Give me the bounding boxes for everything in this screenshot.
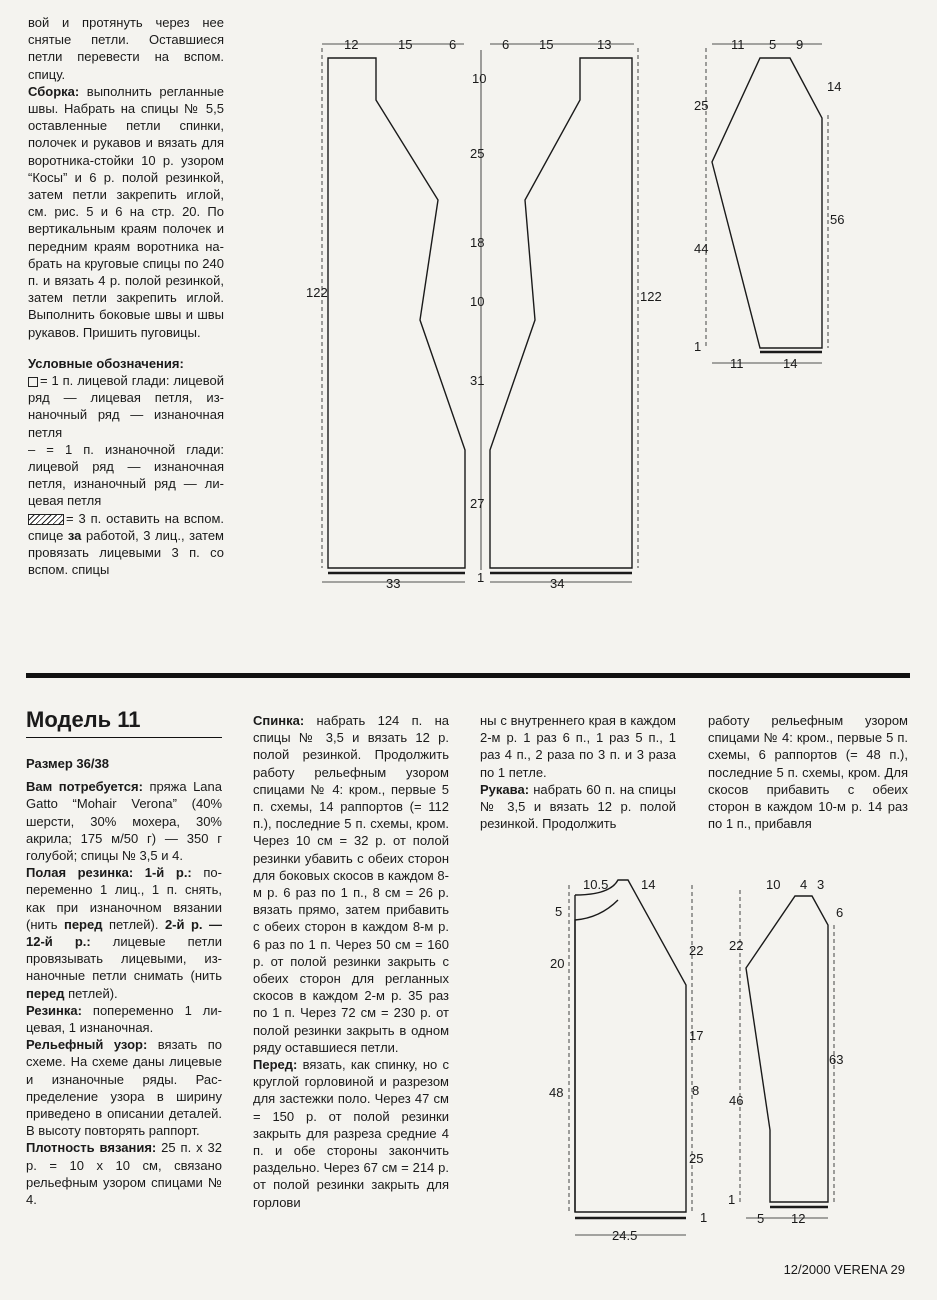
dim-label: 25 xyxy=(689,1151,704,1166)
right-front-outline xyxy=(490,58,632,568)
dim-label: 12 xyxy=(791,1211,806,1226)
text-column-3 xyxy=(480,712,676,832)
dim-label: 5 xyxy=(757,1211,765,1226)
dim-label: 4 xyxy=(800,877,808,892)
bottom-sleeve-outline xyxy=(746,896,828,1202)
dim-label: 22 xyxy=(689,943,704,958)
model-title: Модель 11 xyxy=(26,707,141,732)
dim-label: 48 xyxy=(549,1085,564,1100)
dim-label: 15 xyxy=(398,37,413,52)
dim-label: 11 xyxy=(731,37,745,52)
scale-label: 31 xyxy=(470,373,485,388)
legend-item-square: = 1 п. лицевой глади: лицевой ряд — лицевая петля, изнаночный ряд — изнаночная петля xyxy=(28,373,224,440)
scale-label: 1 xyxy=(477,570,485,585)
dim-label: 1 xyxy=(700,1210,708,1225)
sleeves-paragraph: Рукава: набрать 60 п. на спицы № 3,5 и вязать 12 р. полой резинкой. Продолжить xyxy=(480,781,676,832)
neckline-paragraph: ны с внутреннего края в каждом 2-м р. 1 раз 6 п., 1 раз 5 п., 1 раз 4 п., 2 раза по 3 п. и 3 раза по 1 петле. xyxy=(480,713,676,780)
section-divider xyxy=(26,673,910,678)
dim-label: 22 xyxy=(729,938,744,953)
dim-label: 10.5 xyxy=(583,877,609,892)
dim-label: 24.5 xyxy=(612,1228,638,1243)
dim-label: 14 xyxy=(641,877,656,892)
dim-label: 34 xyxy=(550,576,565,591)
dim-label: 8 xyxy=(692,1083,700,1098)
dim-label: 1 xyxy=(728,1192,736,1207)
legend-title: Условные обозначения: xyxy=(28,355,184,371)
assembly-label: Сборка: xyxy=(28,83,80,99)
dim-label: 33 xyxy=(386,576,401,591)
dim-label: 44 xyxy=(694,241,709,256)
back-paragraph: Спинка: набрать 124 п. на спицы № 3,5 и вязать 12 р. полой резинкой. Продолжить работу рельефным узором спицами № 4: кром., первые 5 п. схемы, 14 раппортов (= 112 п.), последние 5 п. схемы, кром. Через 10 см = 32 р. от полой резинки убавить с обеих сторон для боковых скосов в каждом 8-м р. 6 раз по 1 п., 8 см = 26 р. вязать прямо, затем прибавить с обеих сторон в каждом 8-м р. 6 раз по 1 п. Через 50 см = 160 р. от полой резинки закрыть с обеих сторон для регланных скосов в каждом 2-м р. 35 раз по 1 п. Через 72 см = 230 р. от полой резинки закрыть в одном ряду оставшиеся петли. xyxy=(253,713,449,1055)
dim-label: 5 xyxy=(555,904,563,919)
size-heading: Размер 36/38 xyxy=(26,756,109,771)
density-paragraph: Плотность вязания: 25 п. х 32 р. = 10 х 10 см, связано рельефным узором спицами № 4. xyxy=(26,1140,222,1208)
legend-item-dash: – = 1 п. изнаночной глади: лицевой ряд — изнаночная петля, изнаночный ряд — лицевая петля xyxy=(28,441,224,509)
page-footer: 12/2000 VERENA 29 xyxy=(783,1262,905,1277)
dim-label: 1 xyxy=(694,339,702,354)
dim-label: 9 xyxy=(796,37,804,52)
dim-label: 13 xyxy=(597,37,612,52)
scale-label: 18 xyxy=(470,235,485,250)
dim-label: 56 xyxy=(830,212,845,227)
rib-paragraph: Полая резинка: 1-й р.: попеременно 1 лиц., 1 п. снять, как при изнаночном вязании (нить перед петлей). 2-й р. — 12-й р.: лицевые петли провязывать лицевыми, изнаночные петли снимать (нить перед петлей). xyxy=(26,865,222,1001)
text-column-2 xyxy=(253,712,449,1211)
relief-paragraph: Рельефный узор: вязать по схеме. На схеме даны лицевые и изнаночные ряды. Распределение узора в ширину приведено в описании деталей. В высоту повторять раппорт. xyxy=(26,1037,222,1139)
dim-label: 11 xyxy=(730,356,744,371)
scale-label: 10 xyxy=(472,71,487,86)
elastic-paragraph: Резинка: попеременно 1 лицевая, 1 изнаночная. xyxy=(26,1002,222,1036)
dim-label: 6 xyxy=(502,37,510,52)
dim-label: 3 xyxy=(817,877,825,892)
top-sleeve-outline xyxy=(712,58,822,348)
dim-label: 122 xyxy=(306,285,328,300)
scale-label: 27 xyxy=(470,496,485,511)
dim-label: 20 xyxy=(550,956,565,971)
body-piece-outline xyxy=(575,880,686,1212)
dim-label: 122 xyxy=(640,289,662,304)
dim-label: 10 xyxy=(766,877,781,892)
dim-label: 15 xyxy=(539,37,554,52)
dim-label: 25 xyxy=(694,98,709,113)
text-column-4 xyxy=(708,712,908,832)
assembly-text: выполнить регланные швы. Набрать на спицы № 5,5 оставленные петли спинки, полочек и рукавов и вязать для воротника-стойки 10 р. узором “Косы” и 6 р. полой резинкой, затем петли закрепить иглой, см. рис. 5 и 6 на стр. 20. По вертикальным краям полочек и передним краям воротника набрать на круговые спицы по 240 п. и вязать 4 р. полой резинкой, затем петли закрепить иглой. Выполнить боковые швы и швы рукавов. Пришить пуговицы. xyxy=(28,83,224,340)
left-front-outline xyxy=(328,58,465,568)
front-paragraph: Перед: вязать, как спинку, но с круглой горловиной и разрезом для застежки поло. Через 47 см = 150 р. от полой резинки закрыть для разреза средние 4 п. и обе стороны закончить раздельно. Через 67 см = 214 р. от полой резинки закрыть для горлови xyxy=(253,1057,449,1210)
dim-label: 12 xyxy=(344,37,359,52)
dim-label: 6 xyxy=(449,37,457,52)
title-underline xyxy=(26,737,222,738)
sleeves-continued-paragraph: работу рельефным узором спицами № 4: кром., первые 5 п. схемы, 6 раппортов (= 48 п.), последние 5 п. схемы, кром. Для скосов прибавить с обеих сторон в каждом 10-м р. 14 раз по 1 п., прибавля xyxy=(708,713,908,832)
dim-label: 5 xyxy=(769,37,777,52)
dim-label: 14 xyxy=(783,356,798,371)
dim-label: 63 xyxy=(829,1052,844,1067)
scale-label: 25 xyxy=(470,146,485,161)
dim-label: 6 xyxy=(836,905,844,920)
legend-item-cable: = 3 п. оставить на вспом. спице за работой, 3 лиц., затем провязать лицевыми 3 п. со вспом. спицы xyxy=(28,510,224,578)
dim-label: 46 xyxy=(729,1093,744,1108)
dim-label: 17 xyxy=(689,1028,704,1043)
text-column-1 xyxy=(26,755,222,1208)
dim-label: 14 xyxy=(827,79,842,94)
materials-paragraph: Вам потребуется: пряжа Lana Gatto “Mohair Verona” (40% шерсти, 30% мохера, 30% акрила; 175 м/50 г) — 350 г голубой; спицы № 3,5 и 4. xyxy=(26,779,222,864)
scale-label: 10 xyxy=(470,294,485,309)
intro-paragraph: вой и протянуть через нее снятые петли. Оставшиеся петли перевести на вспом. спицу. xyxy=(28,15,224,82)
